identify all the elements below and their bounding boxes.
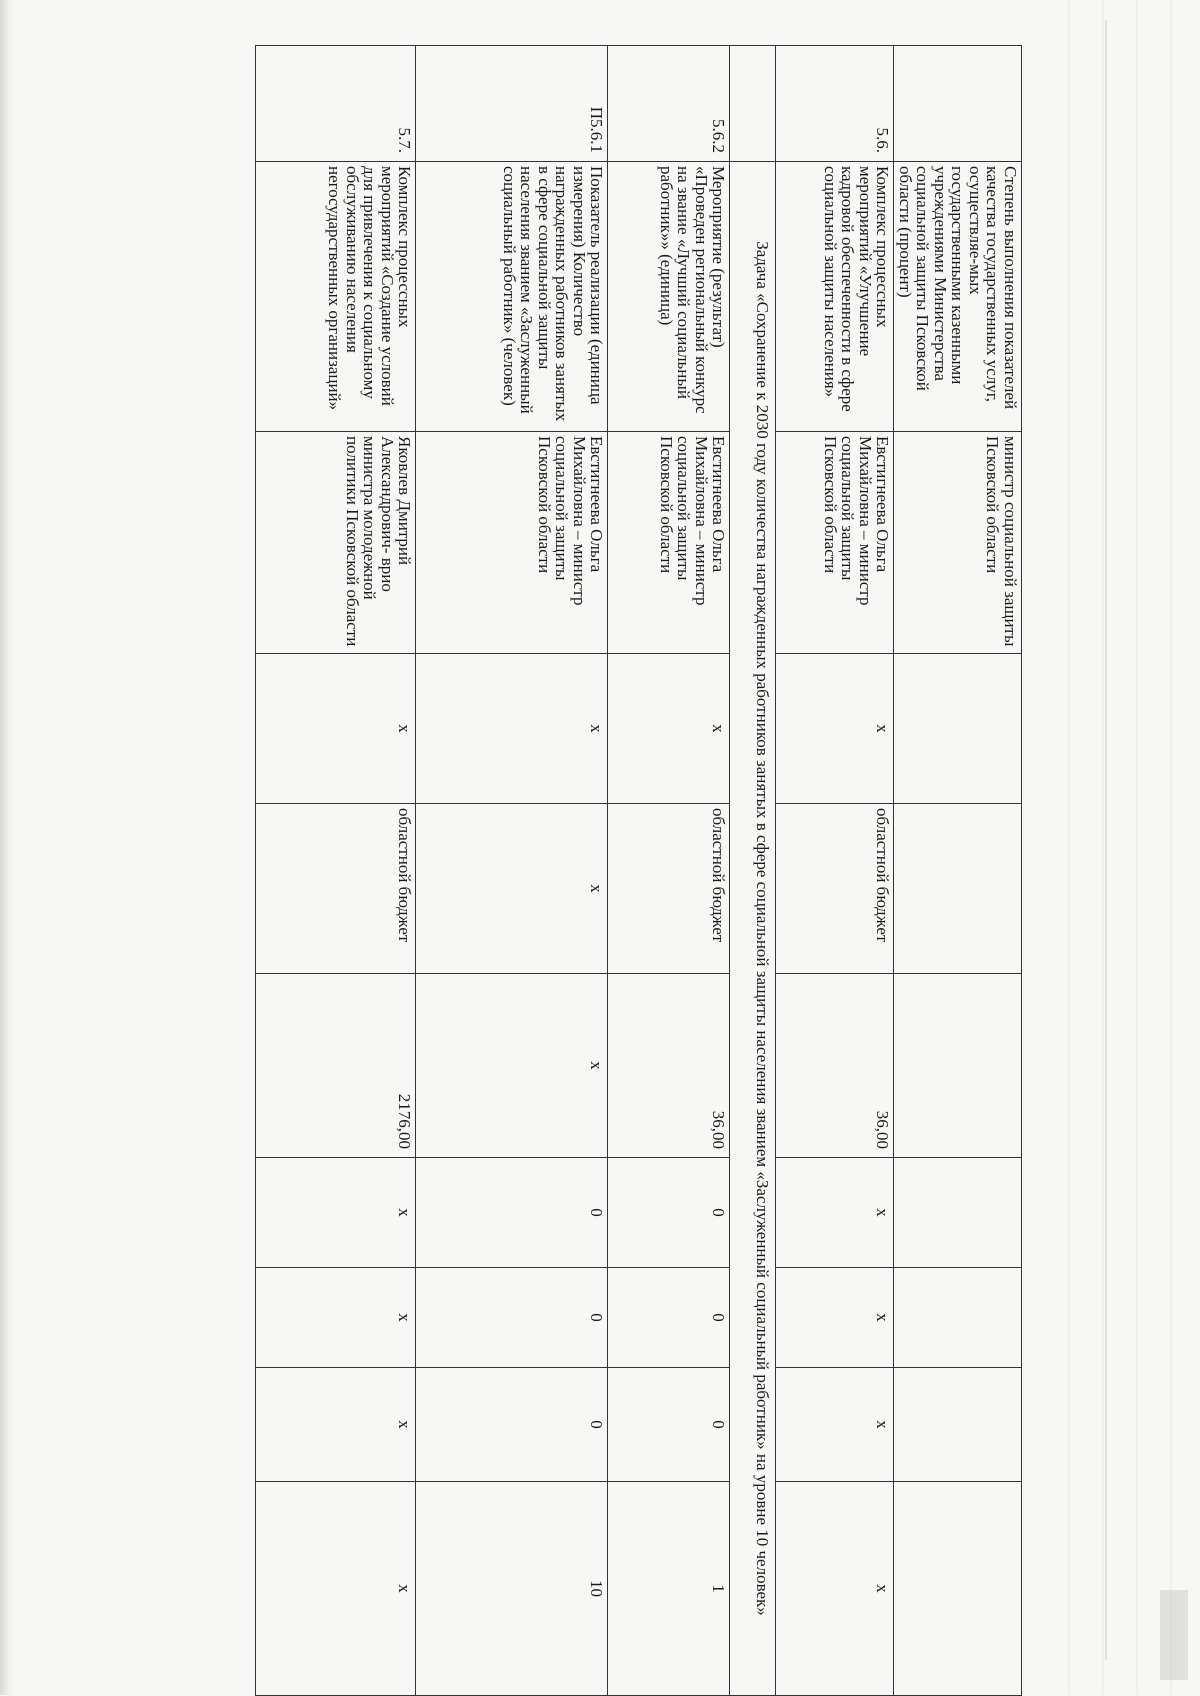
row-name: Мероприятие (результат) «Проведен региональный конкурс на звание «Лучший социальный работник»» (единица) <box>608 162 730 432</box>
cell-c8: 0 <box>608 1268 730 1368</box>
task-title: Задача «Сохранение к 2030 году количества награжденных работников занятых в сфере социальной защиты населения званием «Заслуженный социальный работник» на уровне 10 человек» <box>730 162 776 1696</box>
cell-c10: 10 <box>416 1482 608 1696</box>
row-responsible: Яковлев Дмитрий Александрович- врио министра молодежной политики Псковской области <box>256 432 416 654</box>
cell-c9: 0 <box>416 1368 608 1482</box>
cell-c5 <box>894 804 1022 974</box>
cell-c4: x <box>256 654 416 804</box>
scan-edge-right <box>1050 0 1200 1695</box>
cell-c10: x <box>256 1482 416 1696</box>
cell-c9: x <box>256 1368 416 1482</box>
table-row <box>894 46 1022 1696</box>
cell-c4 <box>894 654 1022 804</box>
cell-c10: x <box>776 1482 894 1696</box>
scan-artifact <box>1160 1590 1188 1680</box>
row-name: Степень выполнения показателей качества государственных услуг, осуществляе-мых государственными казенными учреждениями Министерства социальной защиты Псковской области (процент) <box>894 162 1022 432</box>
row-responsible: Евстигнеева Ольга Михайловна – министр социальной защиты Псковской области <box>416 432 608 654</box>
cell-c6: x <box>416 974 608 1158</box>
cell-c8: 0 <box>416 1268 608 1368</box>
row-name: Показатель реализации (единица измерения) Количество награжденных работников занятых в сфере социальной защиты населения званием «Заслуженный социальный работник» (человек) <box>416 162 608 432</box>
table-row <box>776 46 894 1696</box>
table-row <box>608 46 730 1696</box>
cell-c9: 0 <box>608 1368 730 1482</box>
rotated-page <box>92 45 1022 1695</box>
row-number <box>894 46 1022 162</box>
row-number: 5.6.2 <box>608 46 730 162</box>
cell-c6 <box>894 974 1022 1158</box>
scan-artifact <box>1105 20 1107 1660</box>
cell-c4: x <box>776 654 894 804</box>
cell-c9: x <box>776 1368 894 1482</box>
cell-c10: 1 <box>608 1482 730 1696</box>
cell-c5: областной бюджет <box>608 804 730 974</box>
cell-c7: x <box>256 1158 416 1268</box>
cell-c8: x <box>256 1268 416 1368</box>
task-row <box>730 46 776 1696</box>
row-responsible: министр социальной защиты Псковской области <box>894 432 1022 654</box>
scan-edge-left <box>0 0 14 1695</box>
cell-c5: областной бюджет <box>256 804 416 974</box>
table-row <box>256 46 416 1696</box>
cell-c10 <box>894 1482 1022 1696</box>
cell-c6: 36,00 <box>776 974 894 1158</box>
row-responsible: Евстигнеева Ольга Михайловна – министр социальной защиты Псковской области <box>608 432 730 654</box>
cell-c5: x <box>416 804 608 974</box>
row-name: Комплекс процессных мероприятий «Улучшение кадровой обеспеченности в сфере социальной защиты населения» <box>776 162 894 432</box>
task-spacer <box>730 46 776 162</box>
row-responsible: Евстигнеева Ольга Михайловна – министр социальной защиты Псковской области <box>776 432 894 654</box>
cell-c8: x <box>776 1268 894 1368</box>
program-table <box>256 45 1023 1696</box>
table-row <box>416 46 608 1696</box>
cell-c9 <box>894 1368 1022 1482</box>
cell-c7: x <box>776 1158 894 1268</box>
cell-c6: 36,00 <box>608 974 730 1158</box>
cell-c7: 0 <box>416 1158 608 1268</box>
cell-c6: 2176,00 <box>256 974 416 1158</box>
row-number: 5.6. <box>776 46 894 162</box>
cell-c8 <box>894 1268 1022 1368</box>
cell-c5: областной бюджет <box>776 804 894 974</box>
cell-c4: x <box>416 654 608 804</box>
cell-c4: x <box>608 654 730 804</box>
row-name: Комплекс процессных мероприятий «Создание условий для привлечения к социальному обслуживанию населения негосударственных организаций» <box>256 162 416 432</box>
cell-c7 <box>894 1158 1022 1268</box>
cell-c7: 0 <box>608 1158 730 1268</box>
row-number: 5.7. <box>256 46 416 162</box>
row-number: П5.6.1 <box>416 46 608 162</box>
